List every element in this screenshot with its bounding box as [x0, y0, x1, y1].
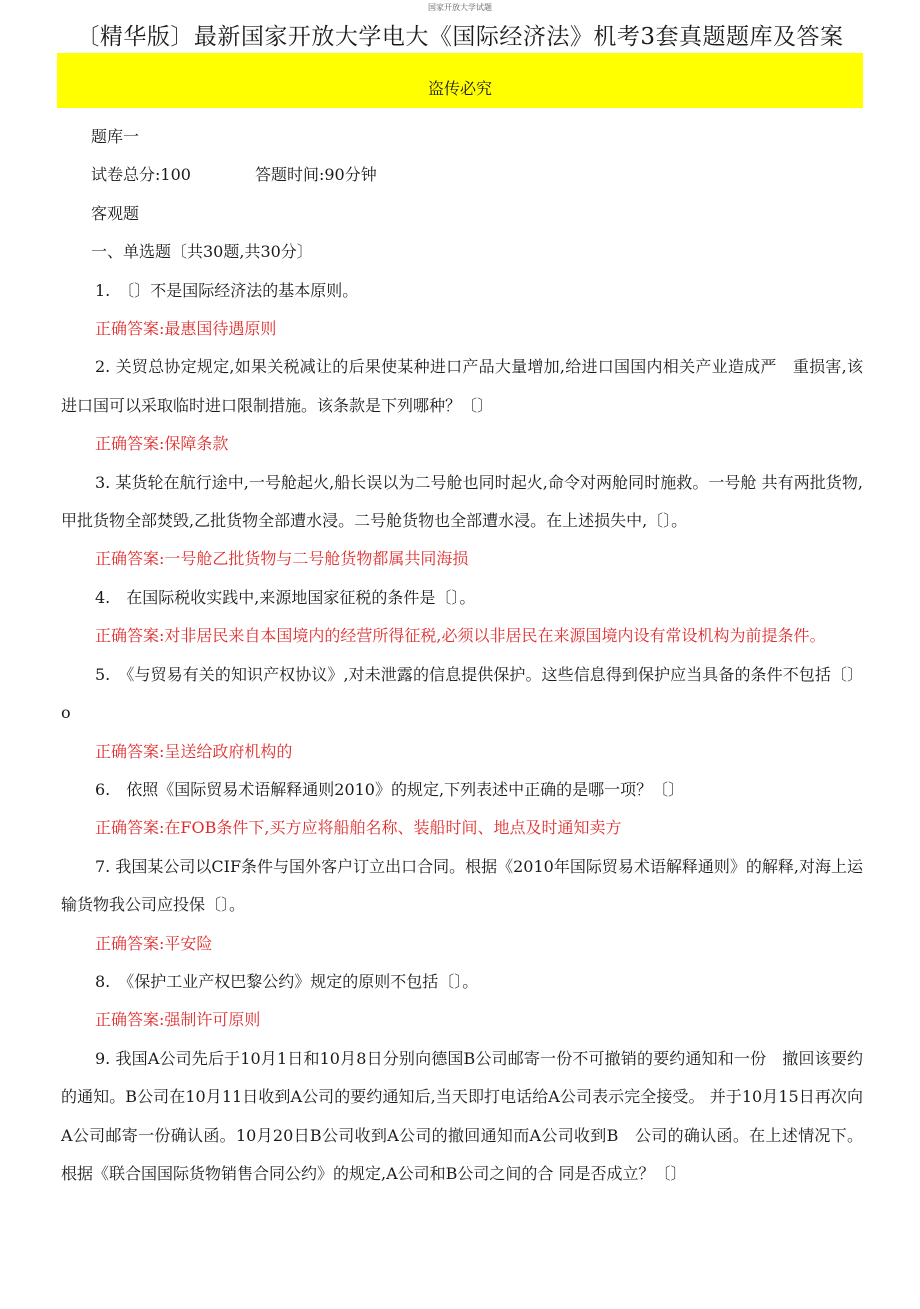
question-text: 3. 某货轮在航行途中,一号舱起火,船长误以为二号舱也同时起火,命令对两舱同时施救。一号舱 共有两批货物,甲批货物全部焚毁,乙批货物全部遭水浸。二号舱货物也全部遭水浸。在上述损失中,〔〕。 — [61, 472, 863, 531]
question-text: 9. 我国A公司先后于10月1日和10月8日分别向德国B公司邮寄一份不可撤销的要约通知和一份 撤回该要约的通知。B公司在10月11日收到A公司的要约通知后,当天即打电话给A公司表示完全接受。 并于10月15日再次向A公司邮寄一份确认函。10月20日B公司收到A公司的撤回通知而A公司收到B 公司的确认函。在上述情况下。根据《联合国国际货物销售合同公约》的规定,A公司和B公司之间的合 同是否成立？〔〕 — [61, 1048, 863, 1183]
highlight-banner — [57, 53, 863, 108]
correct-answer: 正确答案:一号舱乙批货物与二号舱货物都属共同海损 — [95, 549, 469, 569]
question-text: 8. 《保护工业产权巴黎公约》规定的原则不包括〔〕。 — [95, 971, 479, 991]
correct-answer: 正确答案:保障条款 — [95, 434, 229, 454]
question-bank-label: 题库一 — [91, 127, 140, 146]
correct-answer: 正确答案:对非居民来自本国境内的经营所得征税,必须以非居民在来源国境内设有常设机构为前提条件。 — [95, 626, 826, 646]
time-limit: 答题时间:90分钟 — [254, 165, 377, 185]
document-title: 〔精华版〕最新国家开放大学电大《国际经济法》机考3套真题题库及答案 — [76, 24, 844, 50]
correct-answer: 正确答案:呈送给政府机构的 — [95, 741, 293, 761]
question-text: 2. 关贸总协定规定,如果关税减让的后果使某种进口产品大量增加,给进口国国内相关产业造成严 重损害,该进口国可以采取临时进口限制措施。该条款是下列哪种？〔〕 — [61, 357, 863, 415]
correct-answer: 正确答案:在FOB条件下,买方应将船舶名称、装船时间、地点及时通知卖方 — [95, 818, 622, 838]
correct-answer: 正确答案:最惠国待遇原则 — [95, 319, 277, 339]
section-heading: 一、单选题〔共30题,共30分〕 — [91, 242, 313, 262]
document-body — [61, 118, 863, 1193]
correct-answer: 正确答案:强制许可原则 — [95, 1010, 261, 1030]
exam-info-line — [61, 156, 863, 194]
total-score: 试卷总分:100 — [91, 165, 191, 185]
correct-answer: 正确答案:平安险 — [95, 933, 213, 953]
question-text: 7. 我国某公司以CIF条件与国外客户订立出口合同。根据《2010年国际贸易术语解释通则》的解释,对海上运输货物我公司应投保〔〕。 — [61, 856, 863, 915]
question-list — [61, 272, 863, 1194]
question-text: 6. 依照《国际贸易术语解释通则2010》的规定,下列表述中正确的是哪一项？〔〕 — [95, 779, 685, 799]
question-text: 4. 在国际税收实践中,来源地国家征税的条件是〔〕。 — [95, 587, 476, 607]
question-text: 5. 《与贸易有关的知识产权协议》,对未泄露的信息提供保护。这些信息得到保护应当具备的条件不包括〔〕o — [61, 664, 863, 723]
page-header: 国家开放大学试题 — [428, 3, 492, 12]
question-text: 1. 〔〕不是国际经济法的基本原则。 — [95, 280, 359, 300]
banner-text: 盗传必究 — [427, 79, 492, 98]
objective-label: 客观题 — [91, 203, 140, 223]
